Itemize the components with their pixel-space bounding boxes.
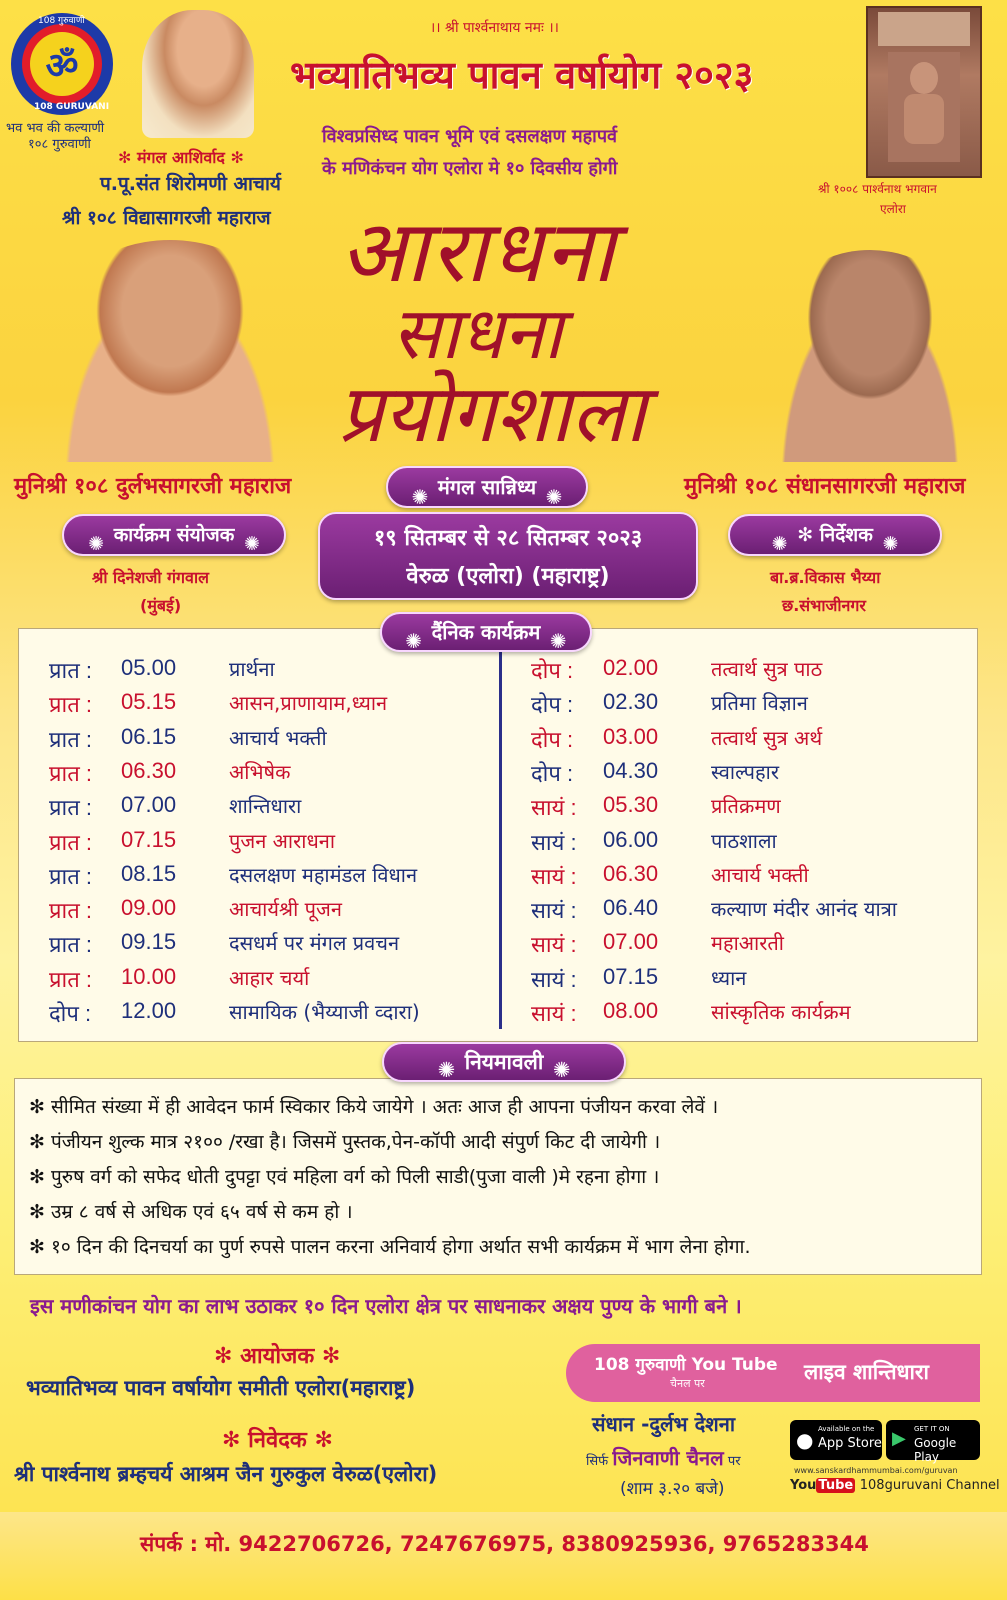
muni-right-photo (760, 250, 980, 462)
schedule-prefix: सायं : (531, 863, 577, 889)
schedule-time: 04.30 (603, 757, 659, 783)
schedule-time: 05.00 (121, 655, 177, 680)
play-icon: ▶ (892, 1428, 906, 1449)
schedule-time: 07.00 (121, 792, 177, 818)
rule-item: ✻ पंजीयन शुल्क मात्र २१०० /रखा है। जिसमें पुस्तक,पेन-कॉपी आदी संपुर्ण किट दी जायेगी । (29, 1131, 661, 1153)
schedule-activity: पाठशाला (711, 828, 777, 853)
schedule-activity: प्रार्थना (229, 657, 275, 681)
schedule-prefix: प्रात : (49, 692, 92, 718)
schedule-time: 06.15 (121, 723, 177, 749)
youtube-channel: 108guruvani Channel (859, 1478, 1000, 1493)
schedule-badge (380, 612, 592, 652)
rules-panel (14, 1078, 982, 1275)
broadcast-title: संधान -दुर्लभ देशना (592, 1412, 736, 1436)
schedule-time: 05.30 (603, 792, 659, 818)
youtube-banner-line-2: चैनल पर (670, 1377, 705, 1390)
contact-bar (0, 1512, 1007, 1600)
blessing-label: ✻ मंगल आशिर्वाद ✻ (118, 148, 244, 167)
dates-line-2: वेरुळ (एलोरा) (महाराष्ट्र) (406, 564, 610, 589)
schedule-time: 07.00 (603, 929, 659, 955)
youtube-live-banner (566, 1344, 980, 1402)
schedule-prefix: प्रात : (49, 829, 92, 855)
logo-caption-1: भव भव की कल्याणी (6, 121, 105, 136)
director-city: छ.संभाजीनगर (782, 596, 866, 615)
organizer-label: ✻ आयोजक ✻ (214, 1344, 341, 1369)
bhagwan-photo (866, 6, 982, 178)
blessing-line-1: प.पू.संत शिरोमणी आचार्य (100, 173, 281, 195)
schedule-prefix: प्रात : (49, 658, 92, 683)
event-title-line-2: साधना (392, 291, 563, 375)
main-title: भव्यातिभव्य पावन वर्षायोग २०२३ (290, 53, 754, 97)
ornament-icon: ✺ (882, 532, 899, 555)
schedule-prefix: प्रात : (49, 863, 92, 889)
schedule-activity: पुजन आराधना (229, 828, 336, 853)
schedule-prefix: दोप : (531, 692, 574, 718)
ornament-icon: ✺ (552, 1058, 571, 1082)
schedule-activity: आचार्यश्री पूजन (229, 897, 342, 922)
subtitle-line-2: के मणिकंचन योग एलोरा मे १० दिवसीय होगी (322, 158, 618, 179)
sannidhya-badge (386, 466, 588, 508)
schedule-prefix: सायं : (531, 898, 577, 924)
muni-left-photo (40, 240, 300, 462)
schedule-divider (499, 649, 502, 1029)
schedule-activity: प्रतिमा विज्ञान (711, 691, 808, 716)
schedule-prefix: प्रात : (49, 795, 92, 821)
appstore-label: App Store (818, 1436, 882, 1451)
rule-item: ✻ उम्र ८ वर्ष से अधिक एवं ६५ वर्ष से कम हो । (29, 1201, 353, 1223)
ornament-icon: ✺ (88, 532, 105, 555)
youtube-banner-line-1: 108 गुरुवाणी You Tube (594, 1355, 778, 1375)
schedule-activity: आचार्य भक्ती (229, 725, 327, 750)
schedule-prefix: सायं : (531, 829, 577, 855)
schedule-prefix: सायं : (531, 795, 577, 821)
ornament-icon: ✺ (771, 532, 788, 555)
youtube-channel-line (790, 1478, 1000, 1493)
bhagwan-caption-2: एलोरा (880, 202, 906, 216)
schedule-activity: कल्याण मंदीर आनंद यात्रा (711, 897, 897, 922)
schedule-activity: ध्यान (711, 965, 747, 990)
website-url: www.sanskardhammumbai.com/guruvan (794, 1466, 958, 1475)
blessing-line-2: श्री १०८ विद्यासागरजी महाराज (62, 207, 271, 229)
apple-icon: ● (796, 1428, 814, 1452)
broadcast-channel: जिनवाणी चैनल (612, 1446, 724, 1470)
contact-text: संपर्क : मो. 9422706726, 7247676975, 8380925936, 9765283344 (140, 1532, 869, 1556)
schedule-time: 06.30 (121, 757, 177, 783)
schedule-time: 07.15 (603, 963, 659, 989)
presenter-name: श्री पार्श्वनाथ ब्रम्हचर्य आश्रम जैन गुरुकुल वेरुळ(एलोरा) (14, 1462, 438, 1486)
coordinator-city: (मुंबई) (140, 596, 182, 615)
rule-item: ✻ पुरुष वर्ग को सफेद धोती दुपट्टा एवं महिला वर्ग को पिली साडी(पुजा वाली )मे रहना होगा । (29, 1166, 660, 1188)
schedule-time: 09.00 (121, 895, 177, 921)
youtube-word-1: You (790, 1478, 817, 1493)
schedule-time: 12.00 (121, 998, 177, 1023)
schedule-activity: आसन,प्राणायाम,ध्यान (229, 691, 388, 716)
event-title-line-3: प्रयोगशाला (338, 367, 646, 460)
ornament-icon: ✺ (437, 1058, 456, 1082)
ornament-icon: ✺ (549, 628, 567, 653)
schedule-time: 10.00 (121, 963, 177, 989)
logo-ring-top: 108 गुरुवाणी (38, 16, 85, 26)
broadcast-time: (शाम ३.२० बजे) (620, 1479, 725, 1499)
schedule-time: 07.15 (121, 826, 177, 852)
schedule-prefix: दोप : (531, 760, 574, 786)
broadcast-channel-line (586, 1444, 741, 1471)
schedule-time: 03.00 (603, 723, 659, 749)
schedule-activity: दसधर्म पर मंगल प्रवचन (229, 931, 400, 956)
schedule-prefix: प्रात : (49, 726, 92, 752)
schedule-time: 08.15 (121, 860, 177, 886)
ornament-icon: ✺ (411, 484, 429, 509)
schedule-activity: सांस्कृतिक कार्यक्रम (711, 1000, 851, 1024)
schedule-prefix: दोप : (531, 726, 574, 752)
dates-box (318, 512, 698, 600)
broadcast-suffix: पर (727, 1454, 741, 1469)
schedule-time: 02.00 (603, 655, 659, 680)
coordinator-badge (62, 514, 286, 556)
blessing-label-text: मंगल आशिर्वाद (136, 148, 225, 167)
invocation: ।। श्री पार्श्वनाथाय नमः ।। (430, 20, 559, 36)
youtube-banner-live: लाइव शान्तिधारा (804, 1360, 929, 1384)
guruvani-logo (8, 10, 116, 118)
appstore-small: Available on the (818, 1425, 875, 1433)
schedule-prefix: सायं : (531, 966, 577, 992)
ornament-icon: ✺ (243, 532, 260, 555)
schedule-panel (18, 628, 978, 1042)
svg-text:ॐ: ॐ (45, 46, 79, 87)
googleplay-small: GET IT ON (914, 1425, 950, 1433)
coordinator-name: श्री दिनेशजी गंगवाल (92, 568, 209, 587)
schedule-time: 05.15 (121, 689, 177, 715)
schedule-time: 09.15 (121, 929, 177, 955)
dates-line-1: १९ सितम्बर से २८ सितम्बर २०२३ (373, 526, 643, 551)
schedule-activity: तत्वार्थ सुत्र पाठ (711, 657, 823, 681)
schedule-prefix: दोप : (531, 658, 574, 683)
ornament-icon: ✺ (405, 628, 423, 653)
schedule-time: 06.00 (603, 826, 659, 852)
schedule-prefix: प्रात : (49, 898, 92, 924)
googleplay-label: Google Play (914, 1436, 957, 1464)
director-label: ✻ निर्देशक (797, 524, 873, 546)
schedule-prefix: सायं : (531, 1001, 577, 1026)
schedule-time: 06.30 (603, 860, 659, 886)
appstore-badge[interactable] (790, 1420, 882, 1460)
schedule-activity: शान्तिधारा (229, 794, 302, 819)
schedule-prefix: प्रात : (49, 932, 92, 958)
schedule-activity: तत्वार्थ सुत्र अर्थ (711, 725, 823, 750)
logo-ring-bottom: 108 GURUVANI (34, 102, 110, 112)
director-badge (728, 514, 942, 556)
schedule-activity: आचार्य भक्ती (711, 862, 809, 887)
sannidhya-label: मंगल सान्निध्य (437, 475, 537, 499)
rules-label: नियमावली (464, 1050, 544, 1074)
googleplay-badge[interactable] (886, 1420, 980, 1464)
schedule-prefix: प्रात : (49, 760, 92, 786)
schedule-activity: दसलक्षण महामंडल विधान (229, 862, 418, 887)
schedule-prefix: प्रात : (49, 966, 92, 992)
schedule-time: 02.30 (603, 689, 659, 715)
broadcast-prefix: सिर्फ (586, 1454, 609, 1469)
rules-badge (382, 1042, 626, 1082)
director-name: बा.ब्र.विकास भैय्या (770, 568, 881, 587)
organizer-name: भव्यातिभव्य पावन वर्षायोग समीती एलोरा(महाराष्ट्र) (26, 1376, 416, 1400)
schedule-activity: महाआरती (711, 931, 784, 956)
ornament-icon: ✺ (545, 484, 563, 509)
bhagwan-caption-1: श्री १००८ पार्श्वनाथ भगवान (818, 182, 937, 196)
rule-item: ✻ सीमित संख्या में ही आवेदन फार्म स्विकार किये जायेगे । अतः आज ही आपना पंजीयन करवा लेवें । (29, 1096, 719, 1118)
acharya-photo (142, 10, 254, 138)
appeal-text: इस मणीकांचन योग का लाभ उठाकर १० दिन एलोरा क्षेत्र पर साधनाकर अक्षय पुण्य के भागी बने । (30, 1294, 742, 1318)
schedule-prefix: सायं : (531, 932, 577, 958)
schedule-prefix: दोप : (49, 1001, 92, 1026)
muni-left-name: मुनिश्री १०८ दुर्लभसागरजी महाराज (14, 474, 292, 499)
schedule-activity: सामायिक (भैय्याजी व्दारा) (229, 1000, 420, 1024)
rule-item: ✻ १० दिन की दिनचर्या का पुर्ण रुपसे पालन करना अनिवार्य होगा अर्थात सभी कार्यक्रम में भाग लेना होगा. (29, 1236, 751, 1258)
schedule-time: 08.00 (603, 998, 659, 1023)
subtitle-line-1: विश्वप्रसिध्द पावन भूमि एवं दसलक्षण महापर्व (322, 126, 618, 147)
presenter-label: ✻ निवेदक ✻ (222, 1428, 333, 1453)
youtube-logo (790, 1478, 860, 1493)
logo-caption-2: १०८ गुरुवाणी (28, 137, 91, 152)
muni-right-name: मुनिश्री १०८ संधानसागरजी महाराज (684, 474, 966, 499)
event-title-line-1: आराधना (340, 202, 617, 302)
schedule-activity: प्रतिक्रमण (711, 794, 781, 819)
youtube-word-2: Tube (818, 1478, 854, 1493)
schedule-activity: स्वाल्पहार (711, 759, 779, 784)
schedule-activity: अभिषेक (229, 759, 291, 784)
schedule-activity: आहार चर्या (229, 965, 310, 990)
coordinator-label: कार्यक्रम संयोजक (113, 524, 235, 546)
schedule-time: 06.40 (603, 895, 659, 921)
schedule-label: दैंनिक कार्यक्रम (431, 620, 541, 644)
